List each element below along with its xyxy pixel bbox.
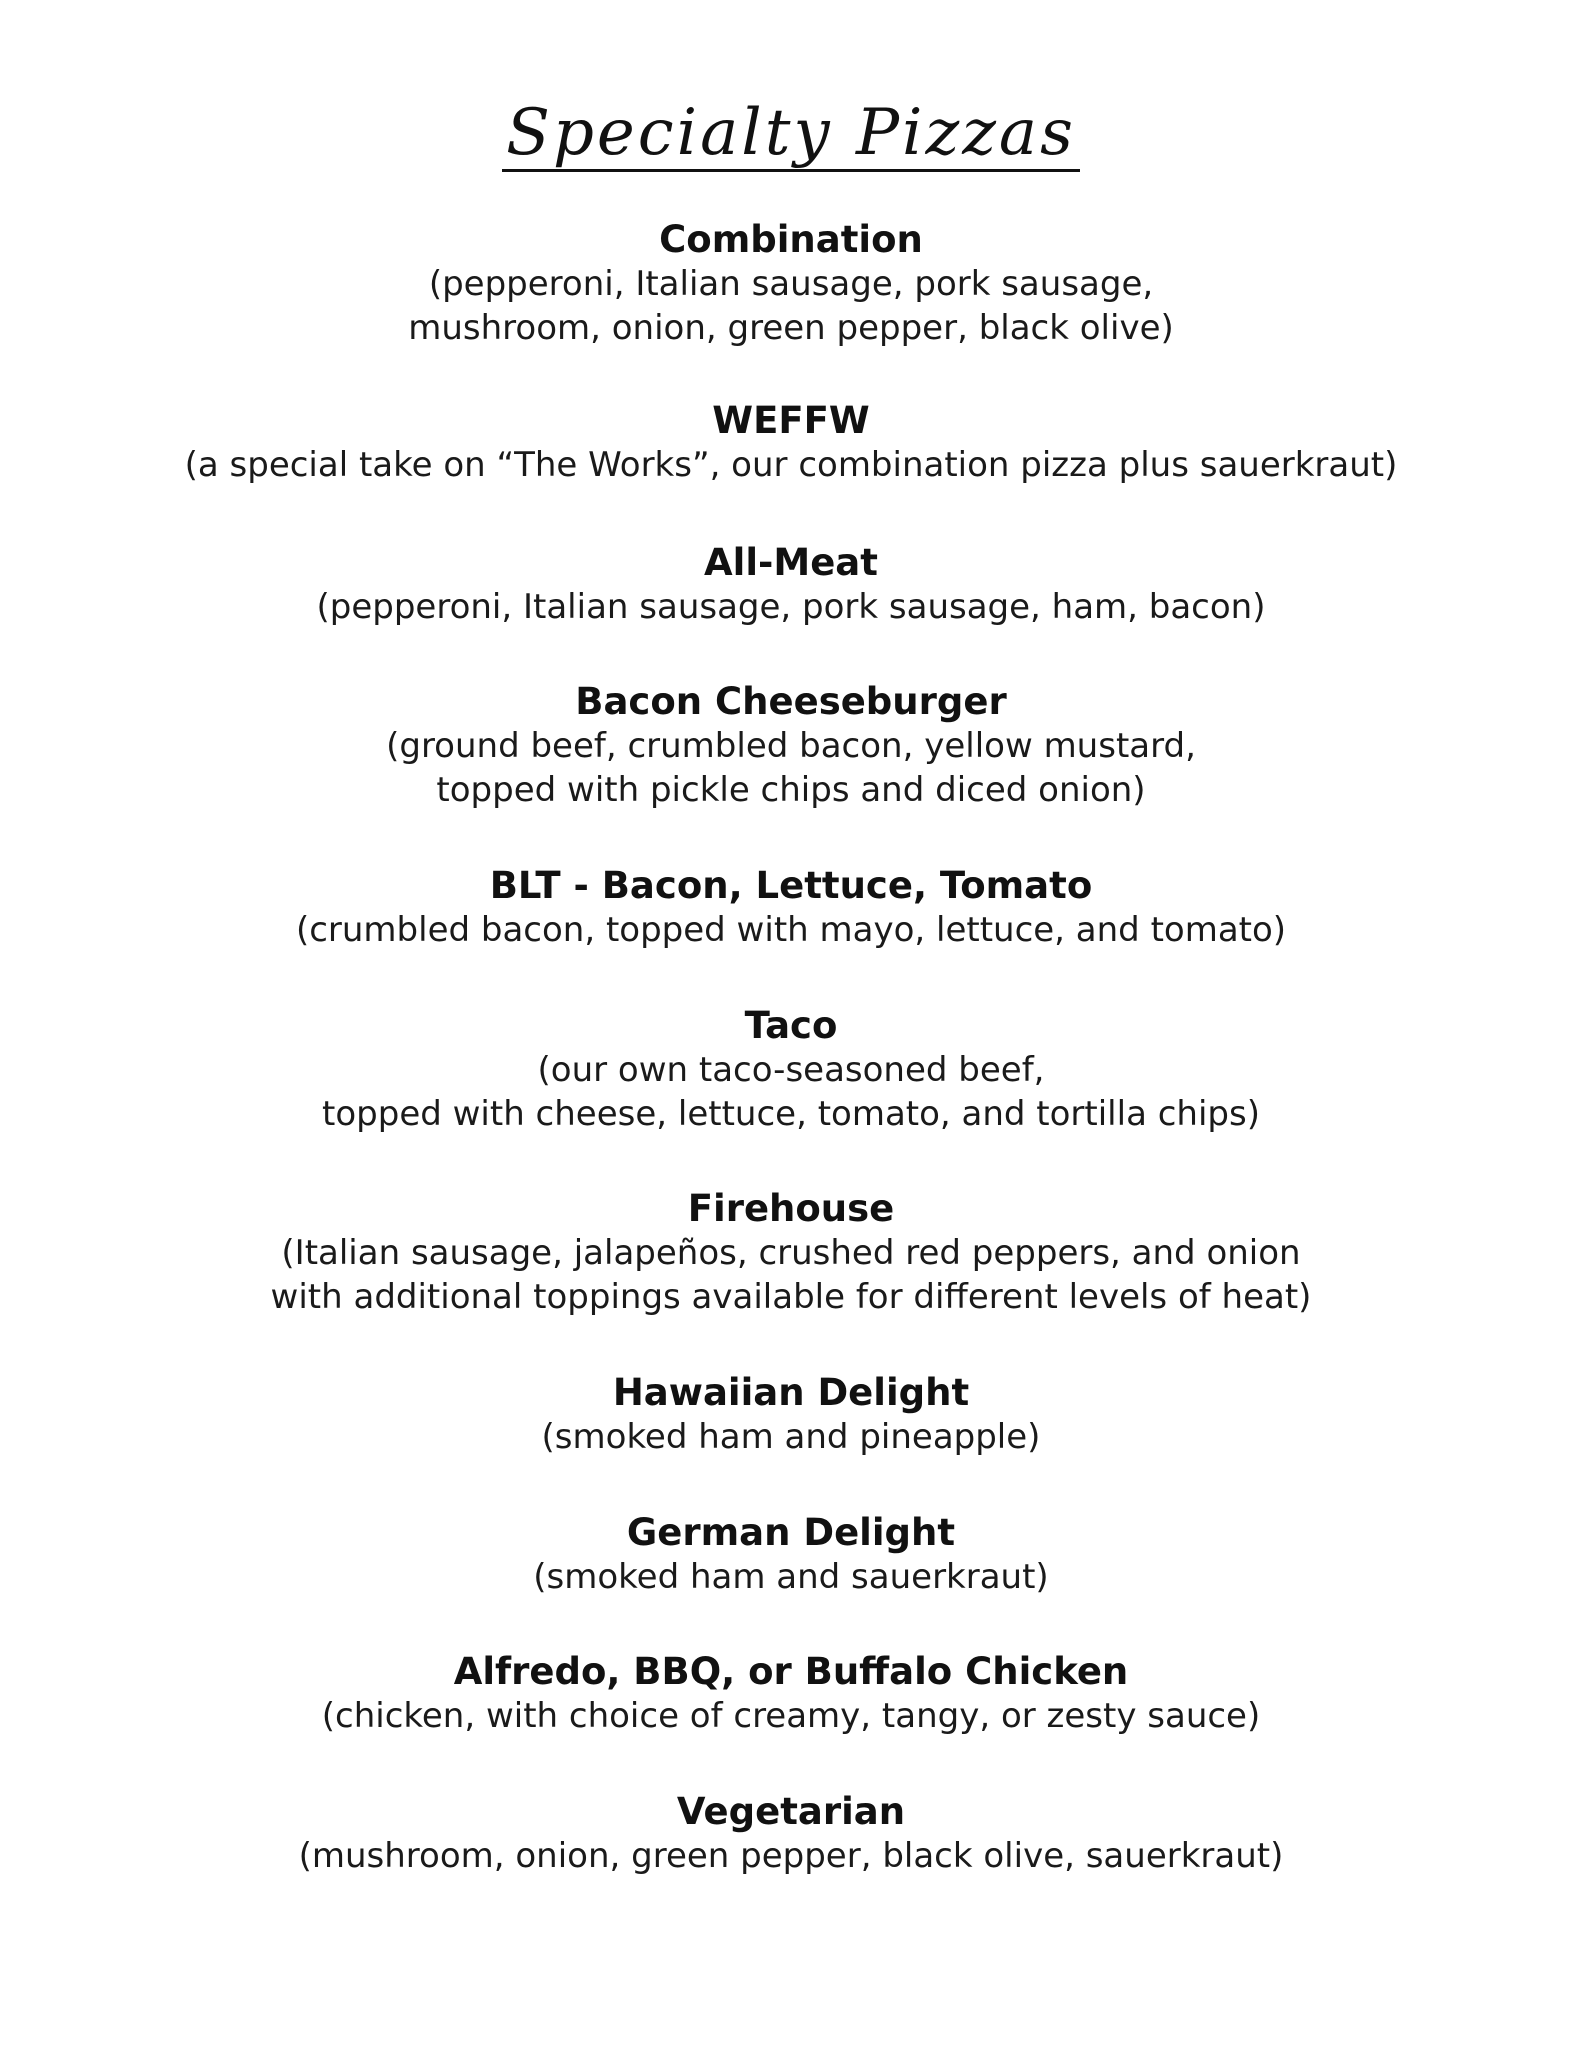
item-name: BLT - Bacon, Lettuce, Tomato [489,864,1093,907]
item-desc-line: topped with pickle chips and diced onion) [436,770,1146,810]
item-name: German Delight [626,1511,956,1554]
title-container [0,96,1582,172]
item-desc-line: (pepperoni, Italian sausage, pork sausage, ham, bacon) [316,587,1266,627]
item-name: Combination [659,218,923,261]
item-desc-line: with additional toppings available for different levels of heat) [270,1277,1312,1317]
menu-item-taco [0,1004,1582,1136]
menu-item-german-delight [0,1511,1582,1599]
item-desc-line: (crumbled bacon, topped with mayo, lettuce, and tomato) [295,910,1287,950]
item-name: Hawaiian Delight [612,1371,970,1414]
menu-item-vegetarian [0,1790,1582,1878]
item-name: Taco [744,1004,838,1047]
item-name: Bacon Cheeseburger [575,680,1007,723]
menu-item-chicken [0,1650,1582,1738]
item-desc-line: (chicken, with choice of creamy, tangy, or zesty sauce) [321,1696,1261,1736]
item-desc-line: (Italian sausage, jalapeños, crushed red peppers, and onion [281,1233,1301,1273]
item-name: Alfredo, BBQ, or Buffalo Chicken [453,1650,1129,1693]
item-desc-line: topped with cheese, lettuce, tomato, and tortilla chips) [322,1094,1260,1134]
menu-item-bacon-cheeseburger [0,680,1582,812]
item-name: Firehouse [687,1187,895,1230]
item-name: Vegetarian [676,1790,906,1833]
item-name: All-Meat [704,541,878,584]
item-desc-line: (a special take on “The Works”, our combination pizza plus sauerkraut) [184,445,1398,485]
item-desc-line: (pepperoni, Italian sausage, pork sausage, [428,264,1154,304]
menu-item-firehouse [0,1187,1582,1319]
item-desc-line: (mushroom, onion, green pepper, black olive, sauerkraut) [298,1836,1284,1876]
menu-item-blt [0,864,1582,952]
item-desc-line: (smoked ham and sauerkraut) [533,1557,1049,1597]
menu-item-all-meat [0,541,1582,629]
menu-item-weffw [0,399,1582,487]
menu-item-combination [0,218,1582,350]
menu-item-hawaiian-delight [0,1371,1582,1459]
item-desc-line: mushroom, onion, green pepper, black olive) [408,308,1174,348]
item-desc-line: (smoked ham and pineapple) [541,1417,1041,1457]
page-title: Specialty Pizzas [502,100,1080,172]
item-name: WEFFW [712,399,870,442]
item-desc-line: (our own taco-seasoned beef, [537,1050,1045,1090]
item-desc-line: (ground beef, crumbled bacon, yellow mustard, [386,726,1196,766]
